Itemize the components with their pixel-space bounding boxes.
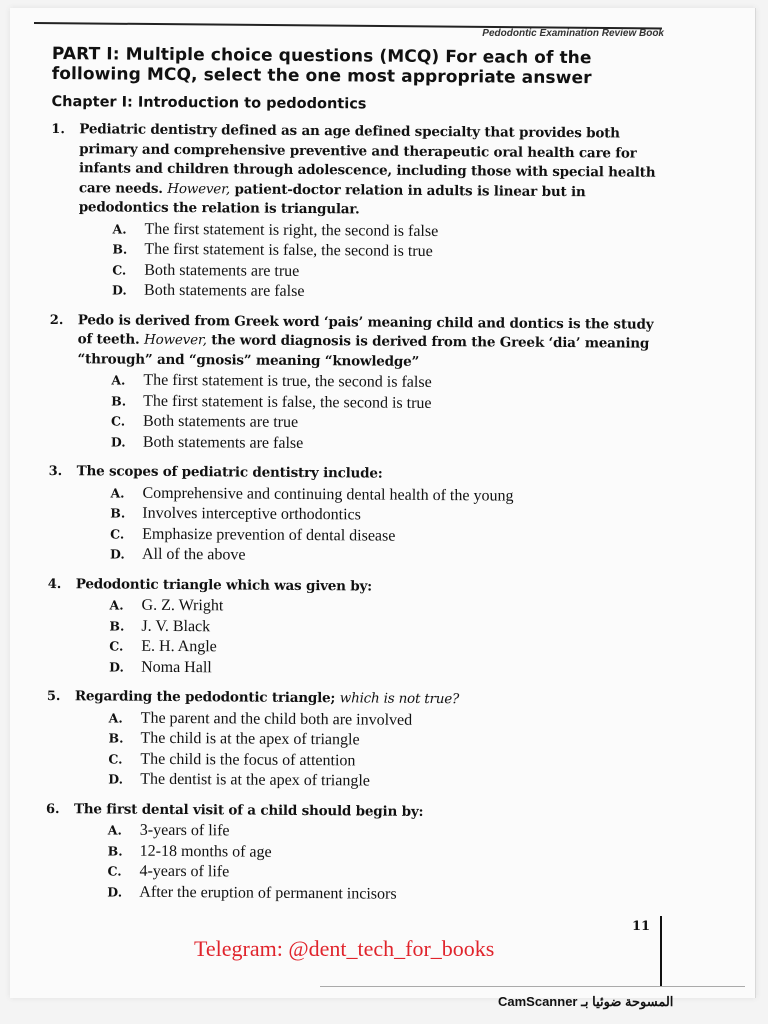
question-text-part: patient-doctor relation in adults is linear but in pedodontics the relation is triangular. bbox=[78, 180, 586, 218]
question-number: 4. bbox=[47, 576, 62, 592]
option-text: 4-years of life bbox=[139, 862, 230, 881]
question-text-emphasis: which is not true? bbox=[339, 690, 460, 708]
option-letter: B. bbox=[111, 392, 127, 409]
answer-option bbox=[111, 432, 669, 457]
answer-option bbox=[107, 882, 665, 907]
option-text: Involves interceptive orthodontics bbox=[142, 504, 361, 524]
question-number: 3. bbox=[48, 463, 63, 480]
page-content bbox=[45, 44, 672, 917]
option-letter: D. bbox=[110, 433, 126, 450]
question-text bbox=[77, 311, 669, 374]
question-text-part: Regarding the pedodontic triangle; bbox=[74, 688, 340, 707]
running-head: Pedodontic Examination Review Book bbox=[482, 28, 664, 39]
option-text: The parent and the child both are involved bbox=[140, 709, 413, 729]
option-text: Both statements are true bbox=[142, 412, 299, 431]
answer-option bbox=[110, 544, 668, 569]
option-letter: B. bbox=[108, 730, 124, 746]
question-text-part: Pedodontic triangle which was given by: bbox=[75, 575, 373, 595]
option-letter: D. bbox=[109, 546, 125, 562]
option-letter: D. bbox=[107, 883, 123, 900]
option-letter: C. bbox=[112, 261, 127, 278]
option-letter: A. bbox=[111, 372, 126, 388]
page-number: 11 bbox=[632, 919, 651, 934]
question-item bbox=[47, 574, 668, 681]
option-letter: C. bbox=[107, 863, 122, 879]
footer-rule bbox=[320, 986, 745, 987]
option-text: After the eruption of permanent incisors bbox=[139, 883, 397, 903]
option-text: The child is the focus of attention bbox=[140, 750, 356, 769]
answer-option bbox=[112, 280, 670, 305]
option-letter: A. bbox=[109, 597, 124, 613]
question-item bbox=[46, 687, 667, 794]
option-text: Both statements are false bbox=[142, 433, 304, 452]
option-text: The dentist is at the apex of triangle bbox=[140, 770, 370, 790]
question-body bbox=[74, 687, 667, 794]
option-letter: B. bbox=[109, 617, 125, 634]
option-text: All of the above bbox=[141, 545, 246, 564]
question-body bbox=[75, 575, 668, 682]
question-text-part: the word diagnosis is derived from the Greek ‘dia’ meaning “through” and “gnosis” meaning “knowledge” bbox=[77, 332, 650, 370]
option-text: Emphasize prevention of dental disease bbox=[142, 525, 396, 545]
scanner-watermark: CamScanner المسوحة ضوئيا بـ bbox=[498, 994, 674, 1009]
option-text: Noma Hall bbox=[141, 658, 212, 676]
question-text-part: The first dental visit of a child should begin by: bbox=[73, 800, 424, 820]
option-letter: B. bbox=[112, 241, 128, 257]
option-text: E. H. Angle bbox=[141, 637, 217, 656]
option-text: G. Z. Wright bbox=[141, 596, 224, 615]
question-text-part: Pedo is derived from Greek word ‘pais’ meaning child and dontics is the study of teeth. bbox=[77, 311, 654, 348]
option-letter: A. bbox=[107, 822, 122, 838]
answer-option bbox=[109, 657, 667, 682]
option-letter: D. bbox=[109, 658, 124, 675]
option-text: The first statement is right, the second is false bbox=[144, 220, 439, 240]
page-number-rule bbox=[660, 916, 662, 986]
option-letter: C. bbox=[108, 750, 123, 767]
part-title: PART I: Multiple choice questions (MCQ) For each of the following MCQ, select the one most appropriate answer bbox=[51, 44, 592, 89]
question-number: 5. bbox=[46, 688, 61, 705]
question-text-emphasis: However, bbox=[144, 331, 207, 349]
question-text-part: Pediatric dentistry defined as an age defined specialty that provides both primary and comprehensive preventive and therapeutic oral health care for infants and children through adolescence, including those with special health care needs. bbox=[78, 121, 656, 197]
option-letter: C. bbox=[109, 638, 124, 654]
question-item bbox=[48, 462, 669, 569]
question-text bbox=[79, 120, 672, 222]
chapter-title: Chapter I: Introduction to pedodontics bbox=[51, 93, 367, 113]
question-list bbox=[45, 120, 671, 907]
option-text: Both statements are false bbox=[144, 281, 305, 300]
option-text: 3-years of life bbox=[139, 821, 230, 840]
option-letter: A. bbox=[112, 220, 127, 237]
question-number: 6. bbox=[45, 801, 60, 817]
option-text: The first statement is true, the second is false bbox=[143, 371, 432, 391]
answer-option bbox=[108, 769, 666, 794]
option-letter: A. bbox=[108, 709, 123, 726]
option-letter: D. bbox=[108, 771, 124, 787]
option-letter: B. bbox=[107, 842, 123, 859]
question-body bbox=[78, 120, 671, 305]
question-item bbox=[45, 799, 666, 906]
question-body bbox=[77, 311, 670, 457]
question-text-part: The scopes of pediatric dentistry include: bbox=[76, 463, 383, 482]
option-text: The first statement is false, the second is true bbox=[143, 392, 432, 412]
question-item bbox=[49, 310, 670, 456]
question-body bbox=[76, 462, 669, 569]
question-text-emphasis: However, bbox=[167, 180, 231, 197]
question-number: 1. bbox=[51, 121, 65, 138]
option-letter: B. bbox=[110, 505, 126, 521]
option-text: J. V. Black bbox=[141, 617, 211, 635]
question-item bbox=[50, 120, 671, 305]
option-text: Comprehensive and continuing dental health of the young bbox=[142, 484, 514, 505]
question-number: 2. bbox=[49, 312, 64, 328]
telegram-watermark: Telegram: @dent_tech_for_books bbox=[194, 936, 495, 961]
question-body bbox=[73, 800, 666, 907]
option-text: 12-18 months of age bbox=[139, 842, 272, 861]
option-letter: C. bbox=[110, 525, 125, 542]
option-text: Both statements are true bbox=[144, 261, 300, 280]
option-letter: C. bbox=[110, 413, 126, 429]
option-letter: A. bbox=[110, 484, 125, 501]
option-text: The first statement is false, the second is true bbox=[144, 240, 433, 260]
option-letter: D. bbox=[112, 282, 127, 298]
option-text: The child is at the apex of triangle bbox=[140, 729, 360, 749]
